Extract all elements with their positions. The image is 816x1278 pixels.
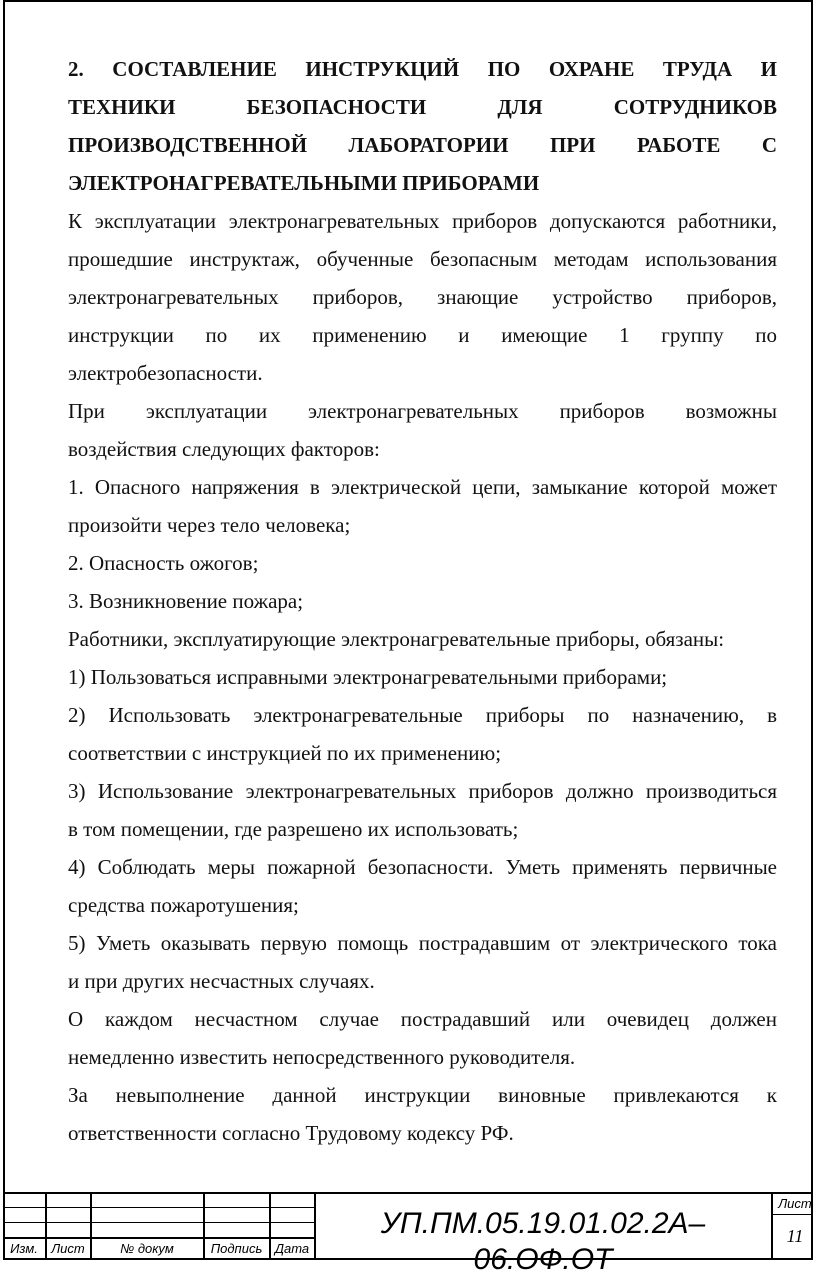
paragraph [68,1076,777,1152]
paragraph [68,1000,777,1076]
paragraph [68,924,777,1000]
paragraph [68,620,777,658]
paragraph-line: в том помещении, где разрешено их использовать; [68,817,519,841]
paragraph-line: соответствии с инструкцией по их применению; [68,741,502,765]
paragraph-line: немедленно известить непосредственного руководителя. [68,1045,576,1069]
paragraph [68,658,777,696]
paragraph-line: инструкции по их применению и имеющие 1 группу по [68,323,777,347]
paragraph [68,544,777,582]
paragraph [68,848,777,924]
list-label: Лист [51,1241,85,1256]
paragraph [68,468,777,544]
document-code: УП.ПМ.05.19.01.02.2А–06.ОФ.ОТ [380,1207,706,1276]
paragraph-line: и при других несчастных случаях. [68,969,375,993]
paragraph-line: произойти через тело человека; [68,513,351,537]
paragraph-line: 4) Соблюдать меры пожарной безопасности. Уметь применять первичные [68,855,777,879]
paragraph [68,582,777,620]
date-label: Дата [274,1241,310,1256]
signature-label: Подпись [210,1241,263,1256]
title-block [3,1192,813,1276]
document-body [68,50,777,1152]
paragraph [68,696,777,772]
doc-number-label: № докум [120,1241,174,1256]
heading-line: 2. СОСТАВЛЕНИЕ ИНСТРУКЦИЙ ПО ОХРАНЕ ТРУДА И [68,57,777,81]
paragraph-line: О каждом несчастном случае пострадавший или очевидец должен [68,1007,777,1031]
paragraph-line: прошедшие инструктаж, обученные безопасным методам использования [68,247,777,271]
paragraph-line: При эксплуатации электронагревательных приборов возможны [68,399,777,423]
paragraph-line: электронагревательных приборов, знающие устройство приборов, [68,285,777,309]
sheet-label: Лист [778,1196,812,1211]
sheet-number: 11 [786,1226,804,1246]
paragraph-line: средства пожаротушения; [68,893,299,917]
paragraph-line: 5) Уметь оказывать первую помощь пострадавшим от электрического тока [68,931,777,955]
paragraph [68,772,777,848]
heading-line: ТЕХНИКИ БЕЗОПАСНОСТИ ДЛЯ СОТРУДНИКОВ [68,95,777,119]
paragraph-line: Работники, эксплуатирующие электронагревательные приборы, обязаны: [68,627,725,651]
paragraph [68,202,777,392]
section-heading [68,50,777,202]
paragraph-line: 2. Опасность ожогов; [68,551,259,575]
paragraph-line: 1) Пользоваться исправными электронагревательными приборами; [68,665,668,689]
paragraph-line: К эксплуатации электронагревательных приборов допускаются работники, [68,209,777,233]
paragraph-list [68,202,777,1152]
paragraph-line: За невыполнение данной инструкции виновные привлекаются к [68,1083,777,1107]
paragraph-line: воздействия следующих факторов: [68,437,380,461]
paragraph [68,392,777,468]
paragraph-line: 2) Использовать электронагревательные приборы по назначению, в [68,703,777,727]
heading-line: ПРОИЗВОДСТВЕННОЙ ЛАБОРАТОРИИ ПРИ РАБОТЕ С [68,133,777,157]
paragraph-line: 3) Использование электронагревательных приборов должно производиться [68,779,777,803]
paragraph-line: 3. Возникновение пожара; [68,589,304,613]
paragraph-line: 1. Опасного напряжения в электрической цепи, замыкание которой может [68,475,777,499]
heading-line: ЭЛЕКТРОНАГРЕВАТЕЛЬНЫМИ ПРИБОРАМИ [68,171,540,195]
paragraph-line: электробезопасности. [68,361,263,385]
izm-label: Изм. [10,1241,38,1256]
paragraph-line: ответственности согласно Трудовому кодексу РФ. [68,1121,514,1145]
